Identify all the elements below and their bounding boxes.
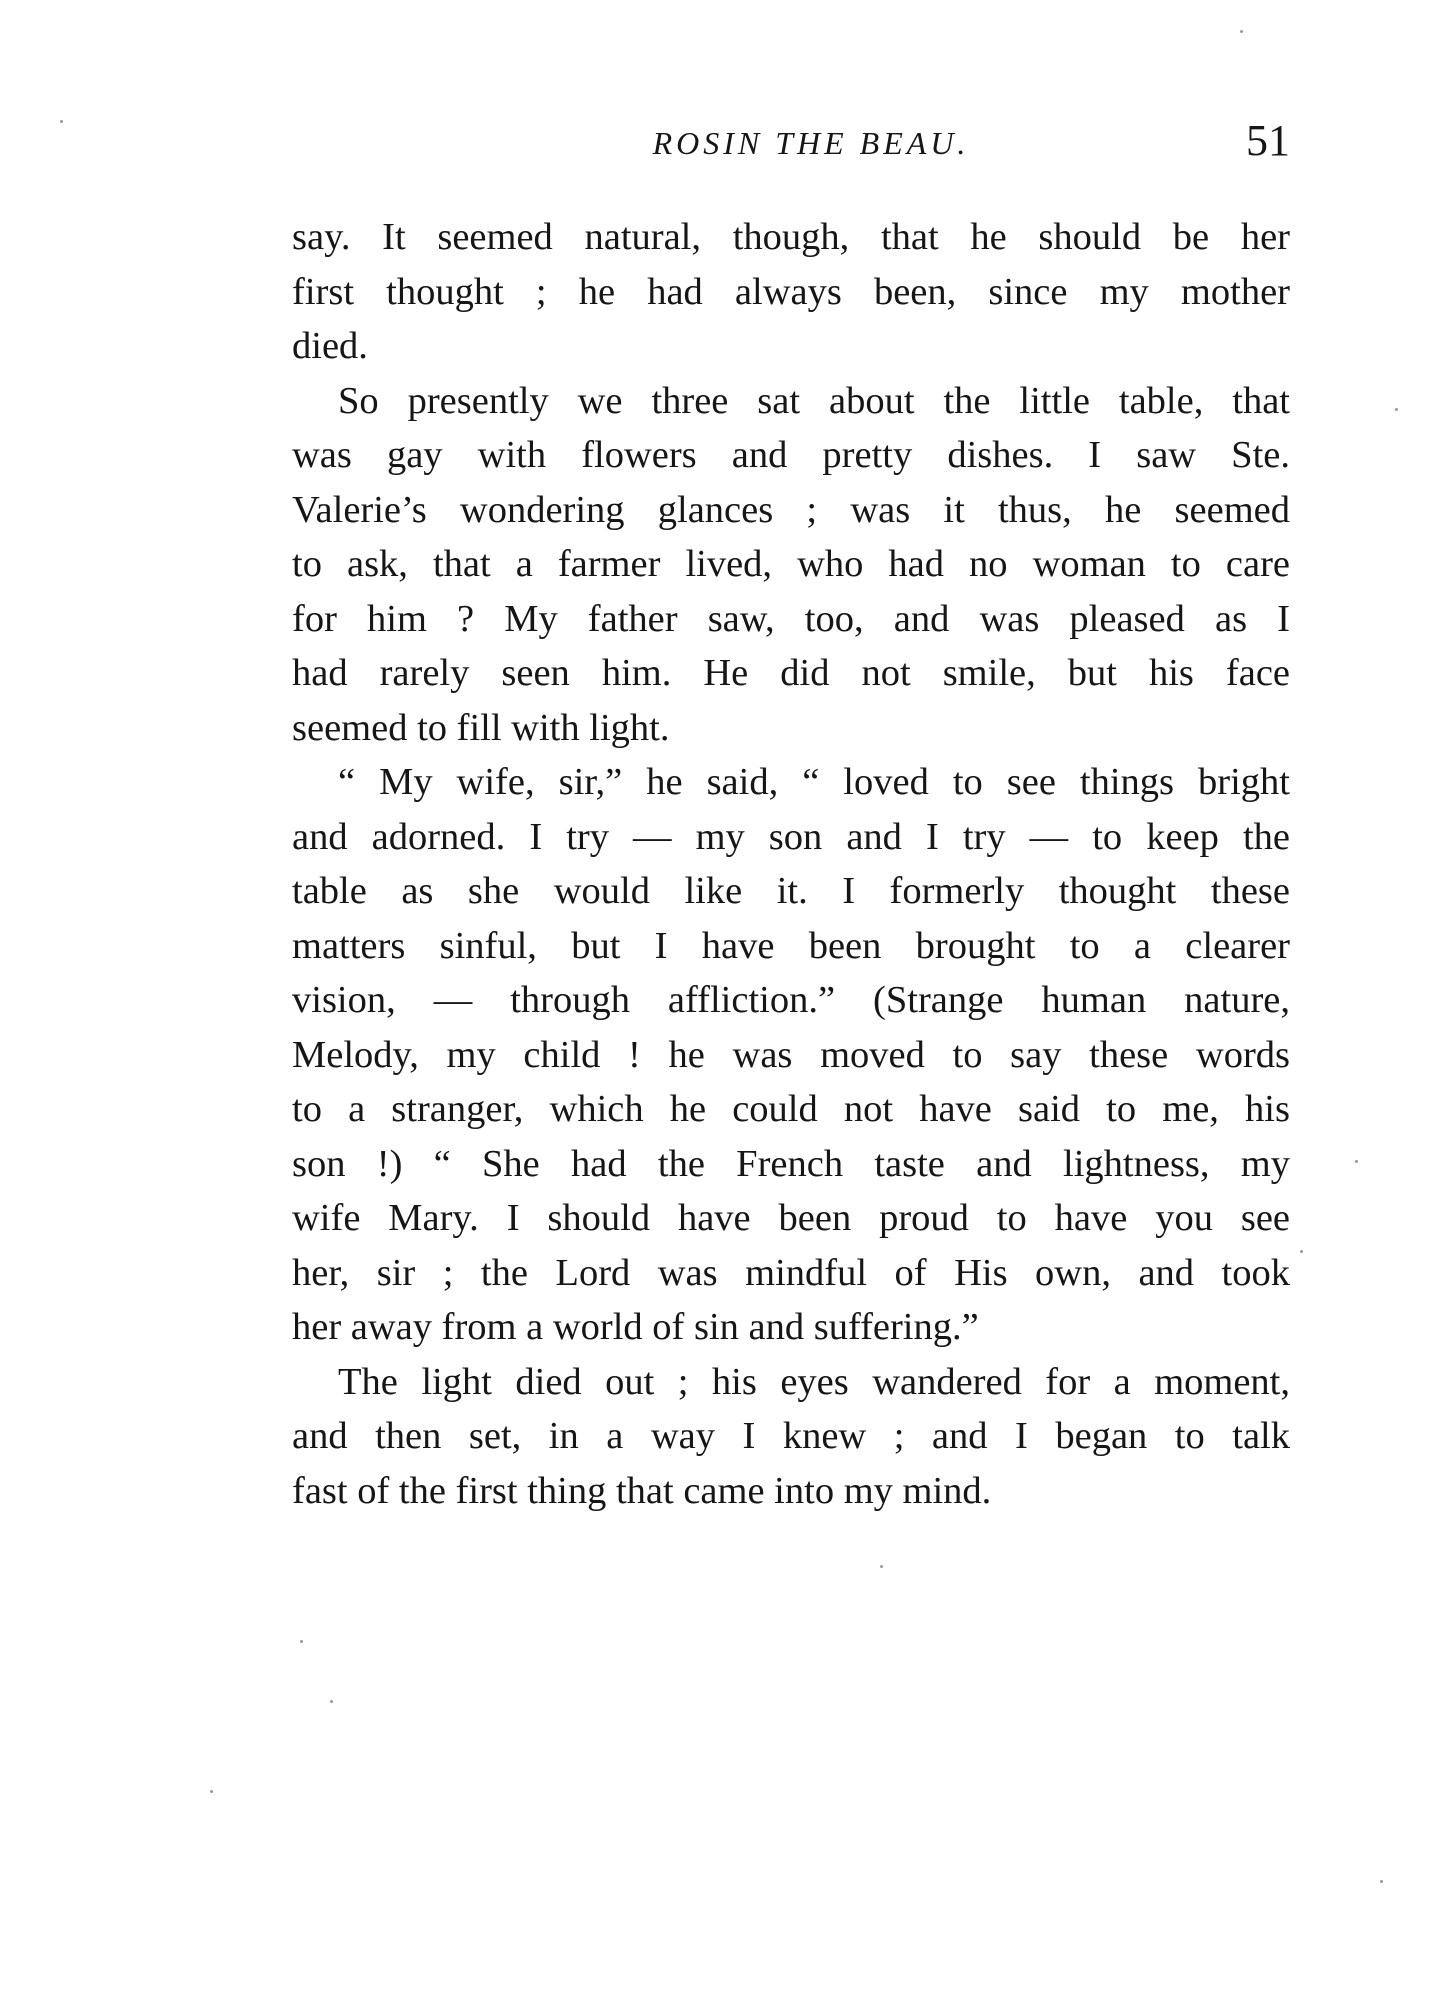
text-line: vision, — through affliction.” (Strange human nature,: [292, 979, 1290, 1021]
scan-speck: [880, 1565, 883, 1568]
text-line: to ask, that a farmer lived, who had no woman to care: [292, 543, 1290, 585]
text-line: fast of the first thing that came into my mind.: [292, 1469, 992, 1512]
text-line: So presently we three sat about the little table, that: [338, 379, 1290, 422]
text-line: “ My wife, sir,” he said, “ loved to see things bright: [338, 761, 1290, 803]
text-line: wife Mary. I should have been proud to have you see: [292, 1197, 1290, 1239]
scan-speck: [1240, 30, 1243, 33]
text-line: first thought ; he had always been, since my mother: [292, 270, 1290, 313]
text-line: and adorned. I try — my son and I try — to keep the: [292, 815, 1290, 858]
text-line: Melody, my child ! he was moved to say these words: [292, 1033, 1290, 1076]
text-line: The light died out ; his eyes wandered for a moment,: [338, 1360, 1290, 1403]
text-line: was gay with flowers and pretty dishes. I saw Ste.: [292, 434, 1290, 476]
text-line: her, sir ; the Lord was mindful of His own, and took: [292, 1251, 1290, 1294]
running-title: ROSIN THE BEAU.: [652, 125, 970, 161]
scan-speck: [1355, 1160, 1358, 1163]
text-line: table as she would like it. I formerly thought these: [292, 870, 1290, 912]
page-number: 51: [1246, 116, 1290, 165]
text-line: seemed to fill with light.: [292, 706, 670, 749]
scan-speck: [1395, 408, 1398, 411]
text-line: her away from a world of sin and suffering.”: [292, 1306, 979, 1348]
scan-speck: [330, 1700, 333, 1703]
text-line: matters sinful, but I have been brought to a clearer: [292, 924, 1290, 967]
scan-speck: [300, 1640, 303, 1643]
scan-speck: [60, 120, 63, 123]
text-line: died.: [292, 325, 368, 367]
scan-speck: [1380, 1880, 1383, 1883]
text-line: and then set, in a way I knew ; and I began to talk: [292, 1415, 1290, 1457]
page-header: [292, 115, 1290, 175]
text-line: Valerie’s wondering glances ; was it thus, he seemed: [292, 488, 1290, 531]
text-line: had rarely seen him. He did not smile, but his face: [292, 652, 1290, 694]
text-line: to a stranger, which he could not have said to me, his: [292, 1088, 1290, 1130]
scan-speck: [210, 1790, 213, 1793]
text-line: say. It seemed natural, though, that he should be her: [292, 216, 1290, 258]
text-line: for him ? My father saw, too, and was pleased as I: [292, 597, 1290, 640]
text-line: son !) “ She had the French taste and lightness, my: [292, 1142, 1290, 1185]
scan-speck: [1300, 1250, 1303, 1253]
body-text: [292, 210, 1290, 1518]
